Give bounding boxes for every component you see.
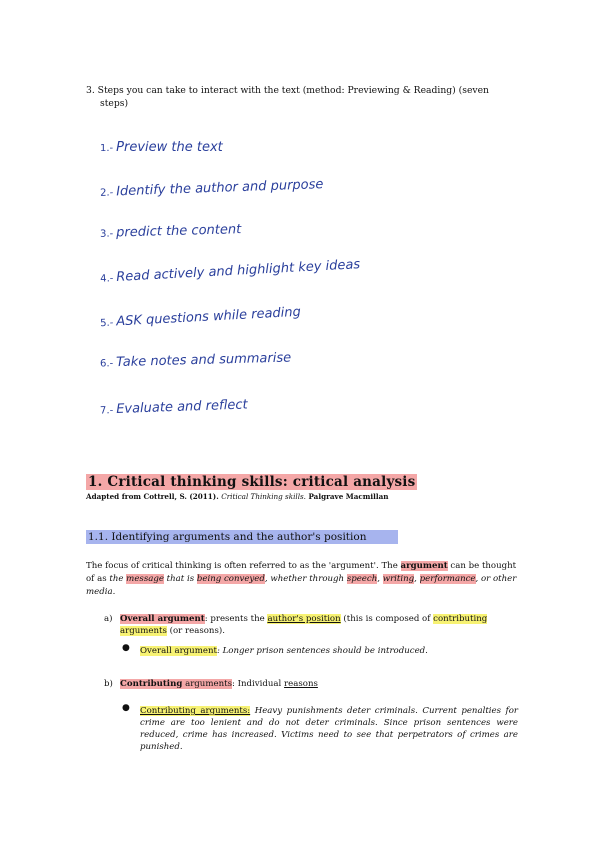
question-3-line1: 3. Steps you can take to interact with the text (method: Previewing & Reading) (seven	[86, 85, 489, 96]
handwritten-step-7: 7.- Evaluate and reflect	[99, 397, 248, 418]
handwritten-step-1: 1.- Preview the text	[100, 140, 223, 155]
handwritten-step-5: 5.- ASK questions while reading	[99, 304, 302, 330]
item-a-bullet-text: Overall argument: Longer prison sentences should be introduced.	[140, 646, 428, 656]
handwritten-step-6: 6.- Take notes and summarise	[99, 350, 292, 371]
handwritten-step-3: 3.- predict the content	[99, 222, 242, 241]
question-3-line2: steps)	[100, 98, 129, 109]
item-b-marker: b)	[104, 679, 113, 689]
handwritten-step-2: 2.- Identify the author and purpose	[99, 177, 324, 200]
bullet-icon: ●	[122, 703, 130, 713]
item-b-text: Contributing arguments: Individual reasons	[120, 679, 318, 689]
section-1-1-heading: 1.1. Identifying arguments and the author's position	[86, 530, 398, 544]
source-citation: Adapted from Cottrell, S. (2011). Critical Thinking skills. Palgrave Macmillan	[86, 492, 389, 501]
handwritten-step-4: 4.- Read actively and highlight key ideas	[99, 257, 361, 285]
bullet-icon: ●	[122, 643, 130, 653]
section-1-heading: 1. Critical thinking skills: critical analysis	[88, 474, 416, 490]
question-3	[86, 84, 516, 110]
item-a-marker: a)	[104, 614, 113, 624]
item-a-text: Overall argument: presents the author's position (this is composed of contributing arguments (or reasons).	[120, 614, 488, 636]
intro-paragraph: The focus of critical thinking is often referred to as the 'argument'. The argument can be thought of as the message that is being conveyed, whether through speech, writing, performance, or other media.	[86, 561, 517, 597]
item-b-bullet-text: Contributing arguments: Heavy punishments deter criminals. Current penalties for crime are too lenient and do not deter criminals. Since prison sentences were reduced, crime has increased. Victims need to see that perpetrators of crimes are punished.	[140, 706, 518, 752]
